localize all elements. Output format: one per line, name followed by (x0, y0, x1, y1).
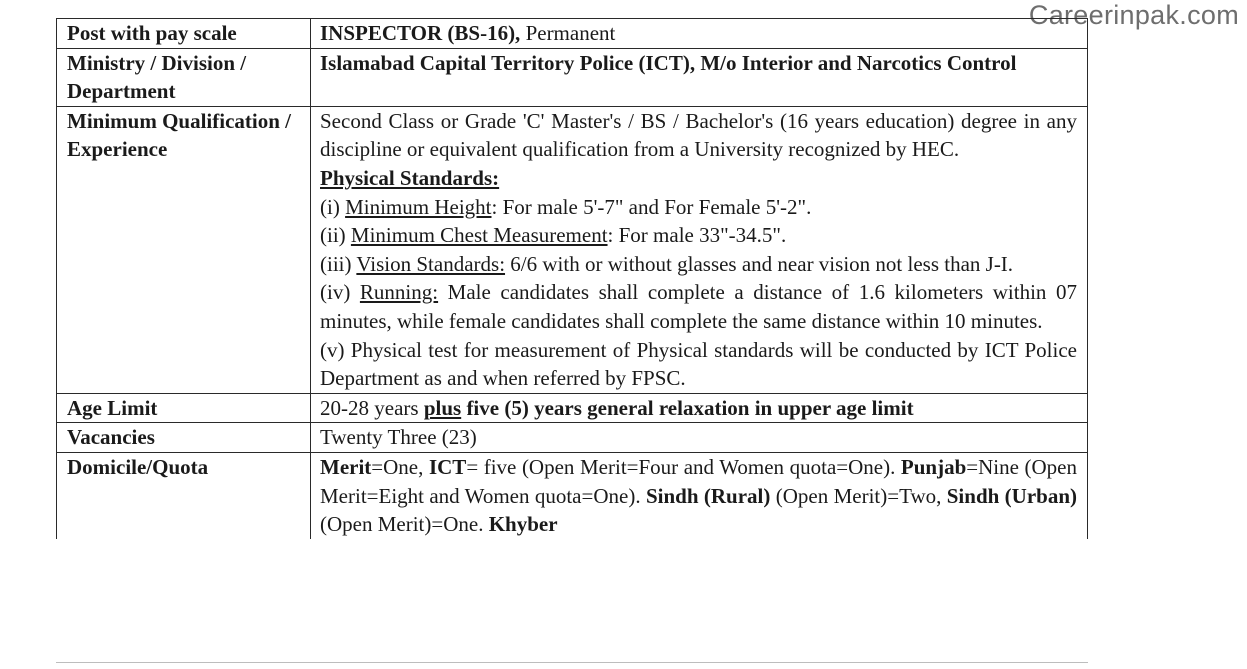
physical-test-note: (v) Physical test for measurement of Physical standards will be conducted by ICT Police Department as and when referred by FPSC. (320, 337, 1077, 391)
ict-label: ICT (428, 454, 467, 479)
vision-text: 6/6 with or without glasses and near vision not less than J-I. (505, 251, 1014, 276)
post-type: Permanent (520, 21, 616, 45)
kp-label: Khyber (488, 512, 558, 537)
vision-requirement (320, 250, 1077, 279)
table-row (57, 48, 1088, 106)
punjab-value: =Nine (Open Merit=Eight and Women quota=One). (320, 454, 1077, 508)
chest-text: : For male 33"-34.5". (607, 223, 787, 248)
table-row (57, 423, 1088, 453)
post-value (311, 19, 1088, 49)
sindh-urban-label: Sindh (Urban) (946, 483, 1078, 508)
qualification-label: Minimum Qualification / Experience (57, 106, 311, 393)
degree-requirement: Second Class or Grade 'C' Master's / BS / Bachelor's (16 years education) degree in any discipline or equivalent qualification from a University recognized by HEC. (320, 108, 1077, 162)
ministry-value: Islamabad Capital Territory Police (ICT), M/o Interior and Narcotics Control (311, 48, 1088, 106)
running-prefix: (iv) (320, 280, 360, 305)
table-row (57, 19, 1088, 49)
ministry-label: Ministry / Division / Department (57, 48, 311, 106)
running-label: Running: (359, 280, 439, 305)
physical-standards-heading: Physical Standards: (320, 165, 500, 190)
height-label: Minimum Height (345, 194, 492, 219)
age-range: 20-28 years (320, 395, 424, 420)
height-text: : For male 5'-7" and For Female 5'-2". (491, 194, 812, 219)
age-plus: plus (423, 395, 462, 420)
height-requirement (320, 193, 1077, 222)
post-label: Post with pay scale (57, 19, 311, 49)
running-requirement (320, 278, 1077, 335)
vision-prefix: (iii) (320, 251, 357, 276)
table-row (57, 393, 1088, 423)
domicile-label: Domicile/Quota (57, 452, 311, 538)
job-details-table (56, 18, 1088, 539)
age-value (311, 393, 1088, 423)
chest-label: Minimum Chest Measurement (350, 223, 608, 248)
domicile-value (311, 452, 1088, 538)
vacancies-label: Vacancies (57, 423, 311, 453)
age-relaxation: five (5) years general relaxation in upper age limit (461, 395, 914, 420)
sindh-rural-label: Sindh (Rural) (645, 483, 771, 508)
sindh-rural-value: (Open Merit)=Two, (770, 483, 947, 508)
height-prefix: (i) (320, 194, 346, 219)
age-label: Age Limit (57, 393, 311, 423)
post-title: INSPECTOR (BS-16), (320, 21, 521, 45)
table-row (57, 106, 1088, 393)
merit-label: Merit (320, 454, 372, 479)
chest-requirement (320, 221, 1077, 250)
site-watermark: Careerinpak.com (1028, 0, 1239, 30)
chest-prefix: (ii) (320, 223, 351, 248)
punjab-label: Punjab (900, 454, 967, 479)
table-row (57, 452, 1088, 538)
ict-value: = five (Open Merit=Four and Women quota=One). (466, 454, 901, 479)
bottom-divider (56, 662, 1088, 663)
vacancies-value: Twenty Three (23) (311, 423, 1088, 453)
vision-label: Vision Standards: (356, 251, 506, 276)
merit-value: =One, (371, 454, 429, 479)
running-text: Male candidates shall complete a distance of 1.6 kilometers within 07 minutes, while female candidates shall complete the same distance within 10 minutes. (320, 280, 1077, 333)
qualification-value (311, 106, 1088, 393)
sindh-urban-value: (Open Merit)=One. (320, 512, 489, 537)
